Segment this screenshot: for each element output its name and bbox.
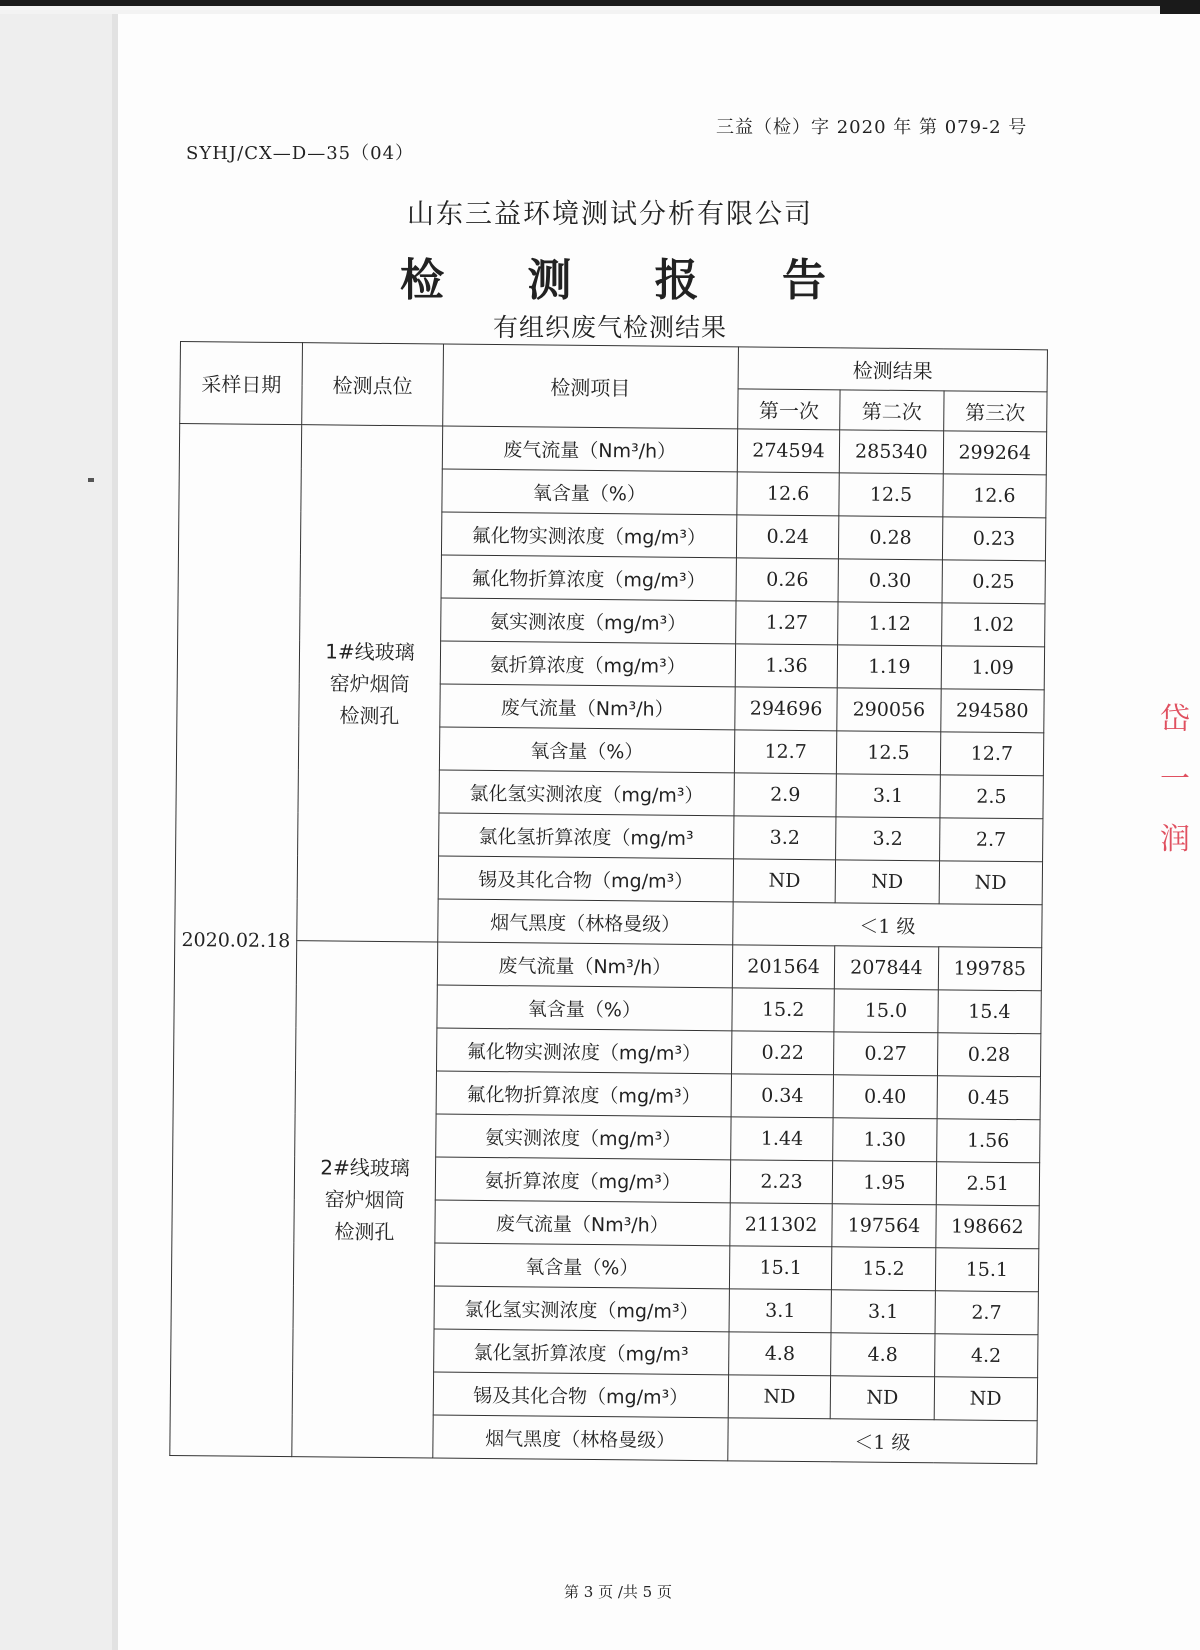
col-header-item: 检测项目 [442,344,738,429]
run-2-value: 0.40 [833,1075,937,1119]
run-3-value: 12.7 [940,732,1044,776]
monitoring-point-cell [297,425,442,942]
run-1-value: 1.27 [736,601,839,645]
run-3-value: 1.09 [941,646,1045,690]
item-cell: 废气流量（Nm³/h） [437,942,733,988]
run-2-value: 1.95 [832,1161,936,1205]
run-1-value: 201564 [732,945,835,989]
run-3-value: 2.7 [935,1291,1039,1335]
col-header-point: 检测点位 [302,343,443,426]
run-3-value: 15.4 [937,990,1041,1034]
run-2-value: ND [835,860,939,904]
run-3-value: 2.7 [939,818,1043,862]
item-cell: 氨折算浓度（mg/m³） [440,641,736,687]
item-cell: 氨实测浓度（mg/m³） [435,1114,731,1160]
run-1-value: ND [733,859,836,903]
item-cell: 氯化氢实测浓度（mg/m³） [434,1286,730,1332]
col-header-date: 采样日期 [180,342,303,425]
run-2-value: 4.8 [831,1333,935,1377]
run-2-value: 0.30 [838,559,942,603]
run-1-value: 12.7 [734,730,837,774]
run-3-value: ND [939,861,1043,905]
item-cell: 烟气黑度（林格曼级） [437,899,733,945]
monitoring-point-label: 2#线玻璃窑炉烟筒检测孔 [320,1154,410,1244]
run-2-value: 12.5 [839,473,943,517]
item-cell: 氟化物实测浓度（mg/m³） [436,1028,732,1074]
run-2-value: 3.2 [836,817,940,861]
sampling-date-cell: 2020.02.18 [170,424,302,1457]
item-cell: 烟气黑度（林格曼级） [432,1415,728,1461]
run-1-value: 294696 [735,687,838,731]
item-cell: 废气流量（Nm³/h） [442,426,738,472]
run-1-value: 0.24 [736,515,839,559]
run-1-value: 0.26 [736,558,839,602]
run-3-value: 2.5 [940,775,1044,819]
monitoring-point-cell [292,941,437,1458]
item-cell: 氟化物折算浓度（mg/m³） [436,1071,732,1117]
run-3-value: 199785 [938,947,1042,991]
run-1-value: 15.2 [732,988,835,1032]
run-2-value: 12.5 [837,731,941,775]
run-1-value: 2.23 [730,1160,833,1204]
col-header-run-2: 第二次 [840,390,944,431]
item-cell: 氯化氢实测浓度（mg/m³） [439,770,735,816]
scan-speck [88,478,94,482]
results-table [169,341,1048,1464]
report-subtitle: 有组织废气检测结果 [492,313,727,342]
monitoring-point-label: 1#线玻璃窑炉烟筒检测孔 [325,638,415,728]
run-3-value: 294580 [940,689,1044,733]
run-3-value: ND [934,1377,1038,1421]
document-number: 三益（检）字 2020 年 第 079-2 号 [716,117,1028,138]
item-cell: 氟化物折算浓度（mg/m³） [441,555,737,601]
run-2-value: 1.30 [833,1118,937,1162]
run-2-value: 207844 [835,946,939,990]
item-cell: 锡及其化合物（mg/m³） [433,1372,729,1418]
smoke-density-value: ＜1 级 [728,1418,1037,1464]
smoke-density-value: ＜1 级 [733,902,1042,948]
run-2-value: 3.1 [836,774,940,818]
item-cell: 氨折算浓度（mg/m³） [435,1157,731,1203]
report-title: 检 测 报 告 [400,255,860,306]
run-2-value: ND [830,1376,934,1420]
item-cell: 氧含量（%） [434,1243,730,1289]
run-3-value: 4.2 [934,1334,1038,1378]
item-cell: 氨实测浓度（mg/m³） [440,598,736,644]
run-1-value: 274594 [737,429,840,473]
item-cell: 氯化氢折算浓度（mg/m³ [438,813,734,859]
item-cell: 氧含量（%） [439,727,735,773]
run-1-value: 0.34 [731,1074,834,1118]
run-2-value: 290056 [837,688,941,732]
run-2-value: 285340 [839,430,943,474]
run-3-value: 0.45 [937,1076,1041,1120]
col-header-run-3: 第三次 [943,391,1047,432]
run-1-value: 4.8 [729,1332,832,1376]
run-1-value: ND [728,1375,831,1419]
run-1-value: 3.1 [729,1289,832,1333]
run-1-value: 2.9 [734,773,837,817]
run-2-value: 15.0 [834,989,938,1033]
col-header-run-1: 第一次 [738,389,841,430]
run-3-value: 299264 [943,431,1047,475]
run-3-value: 12.6 [942,474,1046,518]
run-3-value: 2.51 [936,1162,1040,1206]
run-2-value: 0.28 [839,516,943,560]
item-cell: 锡及其化合物（mg/m³） [438,856,734,902]
page-footer: 第 3 页 /共 5 页 [564,1583,672,1601]
run-2-value: 15.2 [832,1247,936,1291]
scan-border-highlight [0,6,1160,14]
run-3-value: 198662 [935,1205,1039,1249]
form-code: SYHJ/CX—D—35（04） [186,143,415,164]
run-3-value: 0.25 [942,560,1046,604]
run-1-value: 3.2 [733,816,836,860]
run-1-value: 12.6 [737,472,840,516]
item-cell: 废气流量（Nm³/h） [434,1200,730,1246]
item-cell: 氟化物实测浓度（mg/m³） [441,512,737,558]
run-2-value: 197564 [832,1204,936,1248]
run-2-value: 1.12 [838,602,942,646]
item-cell: 废气流量（Nm³/h） [439,684,735,730]
company-name: 山东三益环境测试分析有限公司 [407,199,813,230]
run-3-value: 15.1 [935,1248,1039,1292]
run-1-value: 1.36 [735,644,838,688]
table-row [174,939,1041,990]
run-1-value: 15.1 [729,1246,832,1290]
table-row [179,424,1046,475]
item-cell: 氧含量（%） [437,985,733,1031]
item-cell: 氯化氢折算浓度（mg/m³ [433,1329,729,1375]
run-2-value: 0.27 [834,1032,938,1076]
run-3-value: 0.23 [942,517,1046,561]
run-2-value: 3.1 [831,1290,935,1334]
item-cell: 氧含量（%） [441,469,737,515]
run-2-value: 1.19 [837,645,941,689]
run-3-value: 0.28 [937,1033,1041,1077]
run-1-value: 1.44 [731,1117,834,1161]
col-header-result: 检测结果 [738,347,1047,392]
run-3-value: 1.02 [941,603,1045,647]
run-1-value: 211302 [730,1203,833,1247]
run-1-value: 0.22 [731,1031,834,1075]
red-seal-stamp: 岱 一 润 [1160,702,1190,857]
run-3-value: 1.56 [936,1119,1040,1163]
